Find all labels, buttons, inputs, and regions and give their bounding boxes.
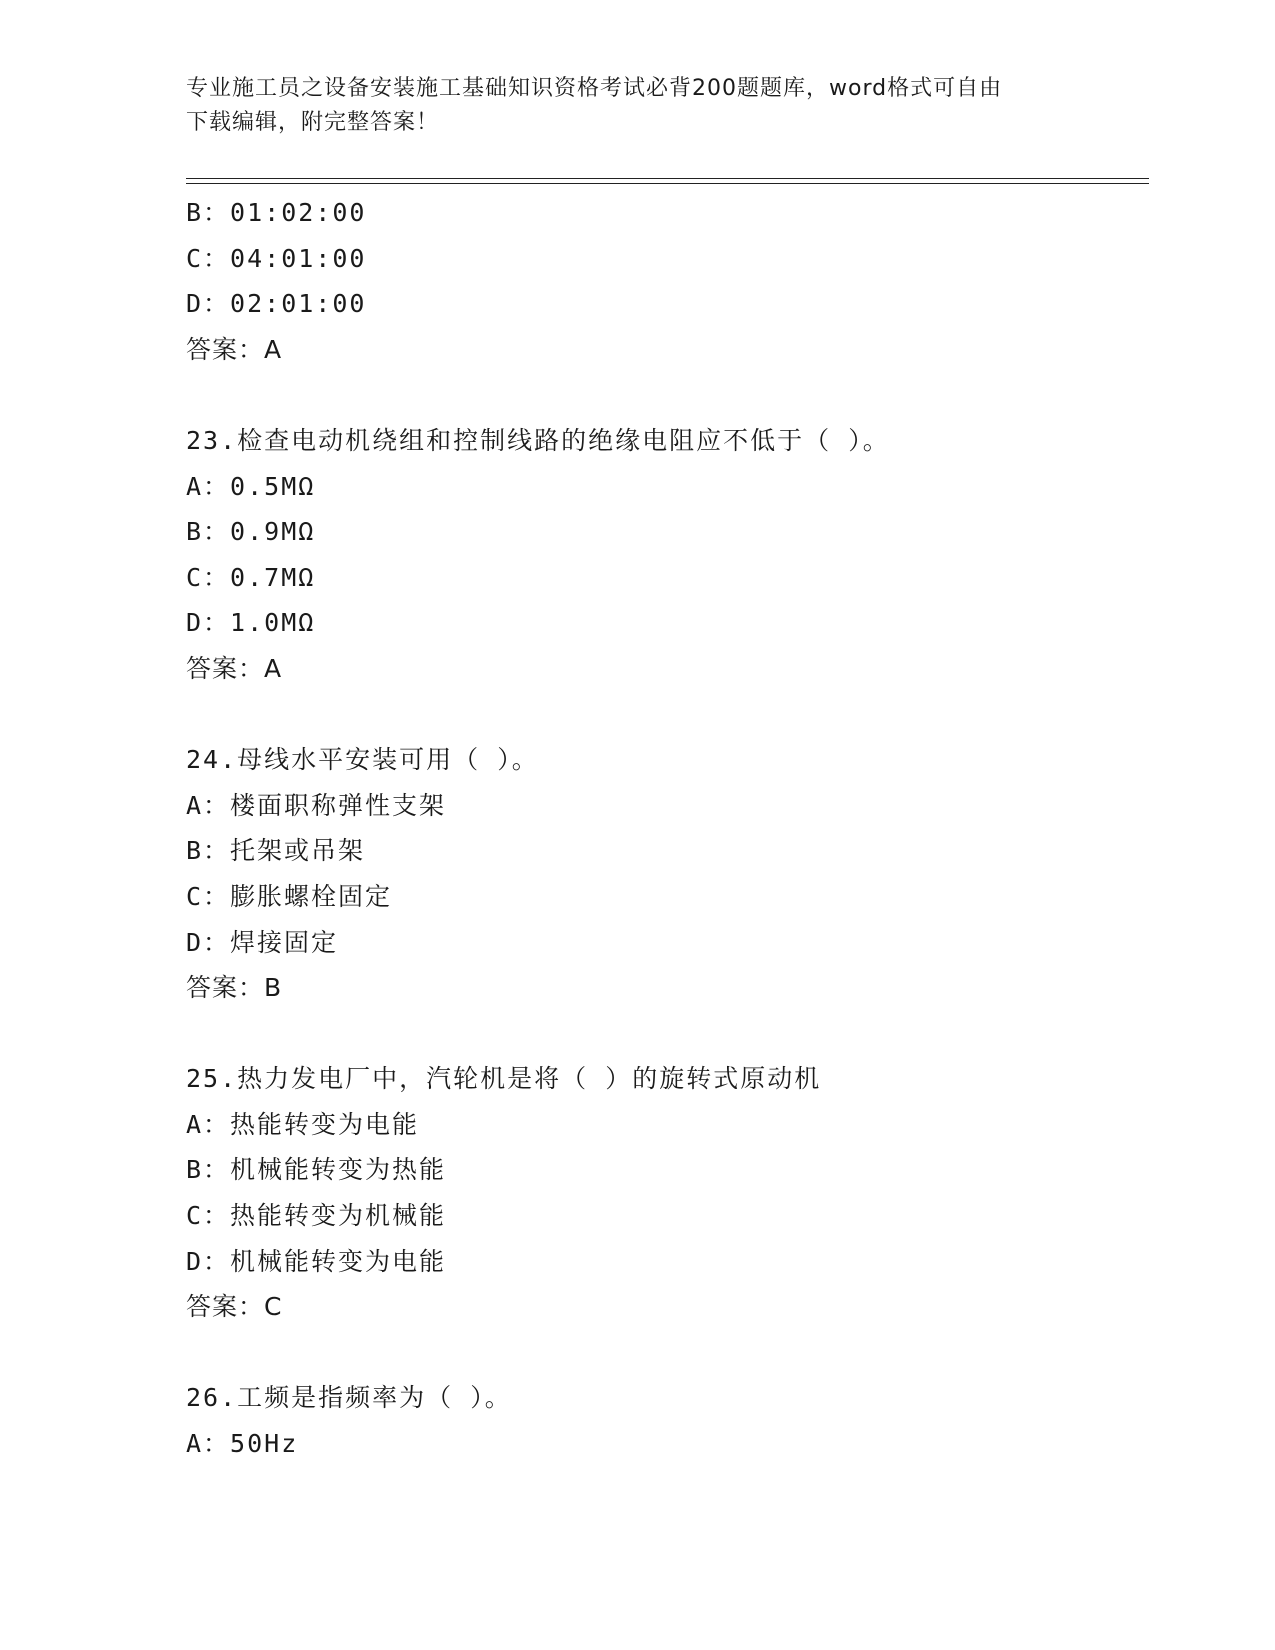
- option-c: C：膨胀螺栓固定: [186, 881, 393, 911]
- header-title-line-2: 下载编辑，附完整答案！: [186, 110, 440, 135]
- answer-line: 答案：C: [186, 1292, 283, 1322]
- question-list: [186, 190, 1146, 1467]
- option-d: D：机械能转变为电能: [186, 1246, 447, 1276]
- option-a: A：热能转变为电能: [186, 1109, 420, 1139]
- answer-line: 答案：A: [186, 653, 283, 683]
- option-c: C：04:01:00: [186, 243, 367, 273]
- option-d: D：02:01:00: [186, 289, 367, 319]
- option-b: B：机械能转变为热能: [186, 1155, 447, 1185]
- spacer: [186, 1330, 1146, 1376]
- answer-line: 答案：B: [186, 973, 283, 1003]
- option-a: A：0.5MΩ: [186, 471, 316, 501]
- question-26: [186, 1375, 1146, 1466]
- spacer: [186, 372, 1146, 418]
- answer-line: 答案：A: [186, 334, 283, 364]
- document-header: [186, 72, 1086, 140]
- option-a: A：50Hz: [186, 1429, 299, 1459]
- question-22-continued: [186, 190, 1146, 372]
- option-c: C：热能转变为机械能: [186, 1201, 447, 1231]
- option-b: B：01:02:00: [186, 198, 367, 227]
- question-stem: 23.检查电动机绕组和控制线路的绝缘电阻应不低于（ ）。: [186, 425, 890, 455]
- option-a: A：楼面职称弹性支架: [186, 790, 447, 820]
- spacer: [186, 692, 1146, 738]
- option-b: B：0.9MΩ: [186, 517, 316, 547]
- option-b: B：托架或吊架: [186, 836, 366, 866]
- option-c: C：0.7MΩ: [186, 562, 316, 592]
- option-d: D：1.0MΩ: [186, 608, 316, 638]
- option-d: D：焊接固定: [186, 927, 339, 957]
- spacer: [186, 1011, 1146, 1057]
- header-divider-bottom: [186, 183, 1149, 184]
- header-divider-top: [186, 178, 1149, 179]
- header-title-line-1: 专业施工员之设备安装施工基础知识资格考试必背200题题库，word格式可自由: [186, 76, 1003, 101]
- question-23: [186, 418, 1146, 692]
- question-25: [186, 1056, 1146, 1330]
- question-stem: 25.热力发电厂中，汽轮机是将（ ）的旋转式原动机: [186, 1064, 822, 1094]
- question-stem: 26.工频是指频率为（ ）。: [186, 1383, 512, 1413]
- question-24: [186, 737, 1146, 1011]
- question-stem: 24.母线水平安装可用（ ）。: [186, 745, 539, 775]
